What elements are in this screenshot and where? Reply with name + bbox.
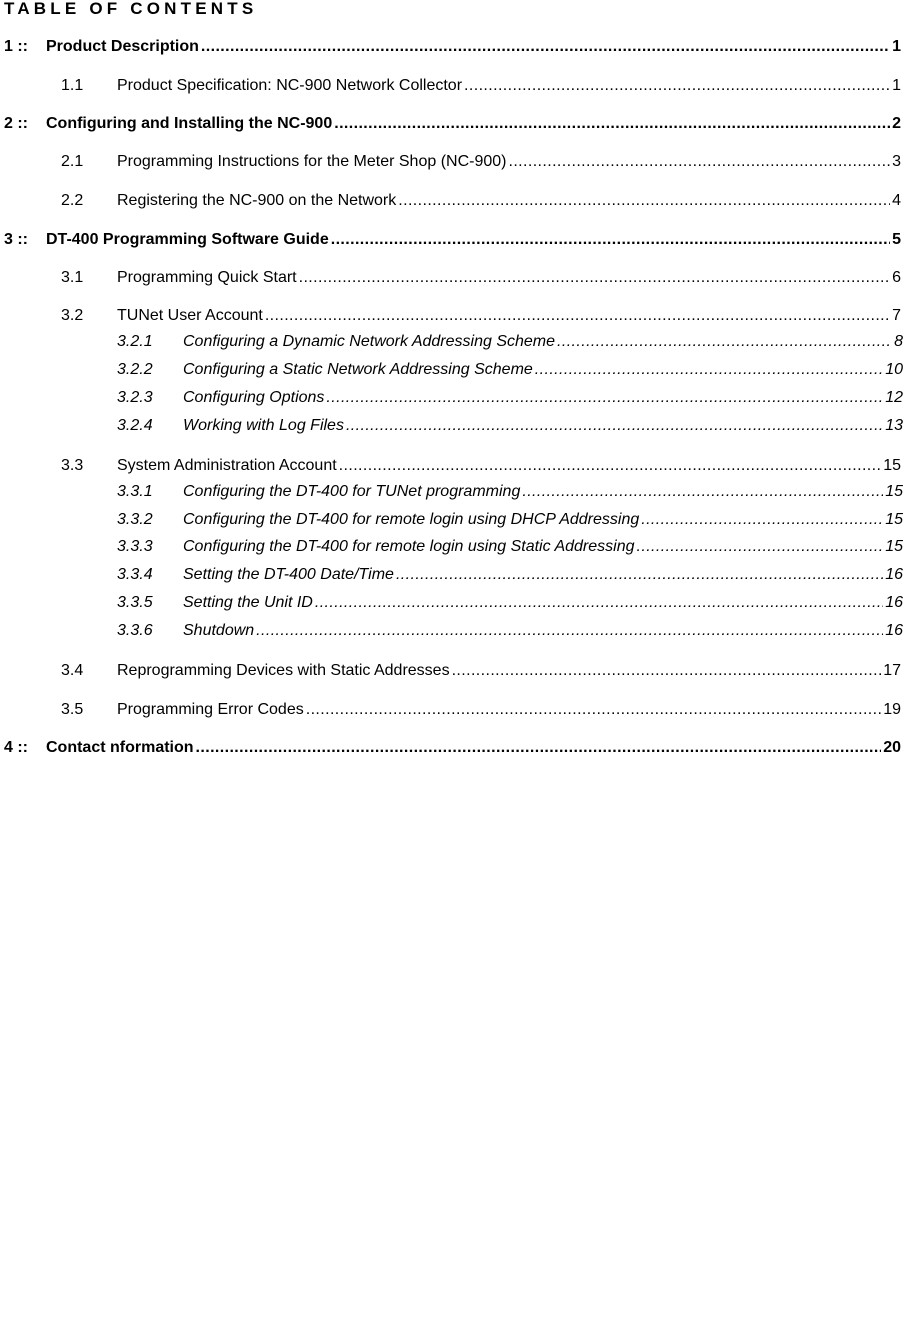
toc-entry-number: 2.2 xyxy=(61,192,84,209)
toc-entry-title: Programming Error Codes xyxy=(117,701,304,718)
toc-entry-page: 7 xyxy=(892,307,901,324)
toc-entry-page: 2 xyxy=(892,115,901,132)
toc-entry-title: Configuring Options xyxy=(183,389,325,406)
toc-entry-number: 3.3.3 xyxy=(117,538,153,555)
toc-entry-number: 2 :: xyxy=(4,115,28,132)
dot-leader xyxy=(299,269,890,287)
toc-entry-page: 12 xyxy=(885,389,903,406)
toc-entry-title: Programming Quick Start xyxy=(117,269,297,286)
toc-entry-title: Product Description xyxy=(46,38,199,55)
toc-entry-number: 3.3.2 xyxy=(117,511,153,528)
toc-entry-title: Contact nformation xyxy=(46,739,194,756)
dot-leader xyxy=(522,483,883,501)
toc-entry-number: 3.2.1 xyxy=(117,333,153,350)
toc-entry-4[interactable] xyxy=(4,739,901,757)
toc-entry-title: Configuring the DT-400 for TUNet programming xyxy=(183,483,521,500)
toc-entry-title: Reprogramming Devices with Static Addresses xyxy=(117,662,450,679)
toc-entry-page: 6 xyxy=(892,269,901,286)
toc-entry-number: 4 :: xyxy=(4,739,28,756)
toc-entry-3-2-1[interactable] xyxy=(117,333,903,351)
toc-entry-page: 13 xyxy=(885,417,903,434)
toc-entry-page: 16 xyxy=(885,566,903,583)
toc-entry-page: 15 xyxy=(885,538,903,555)
toc-entry-page: 15 xyxy=(883,457,901,474)
dot-leader xyxy=(641,511,883,529)
dot-leader xyxy=(346,417,883,435)
toc-entry-number: 3.2 xyxy=(61,307,84,324)
toc-entry-3-3-5[interactable] xyxy=(117,594,903,612)
toc-entry-number: 3.3.1 xyxy=(117,483,153,500)
toc-entry-2-2[interactable] xyxy=(61,192,901,210)
toc-entry-page: 15 xyxy=(885,511,903,528)
toc-entry-number: 1 :: xyxy=(4,38,28,55)
toc-entry-2[interactable] xyxy=(4,115,901,133)
toc-entry-3-2-2[interactable] xyxy=(117,361,903,379)
dot-leader xyxy=(452,662,882,680)
toc-entry-title: TUNet User Account xyxy=(117,307,263,324)
toc-entry-page: 15 xyxy=(885,483,903,500)
dot-leader xyxy=(508,153,890,171)
toc-entry-number: 3.2.3 xyxy=(117,389,153,406)
toc-entry-number: 3.2.4 xyxy=(117,417,153,434)
toc-entry-page: 5 xyxy=(892,231,901,248)
toc-entry-title: Product Specification: NC-900 Network Collector xyxy=(117,77,463,94)
dot-leader xyxy=(331,231,890,249)
dot-leader xyxy=(315,594,883,612)
toc-entry-number: 3.1 xyxy=(61,269,84,286)
toc-entry-title: Programming Instructions for the Meter Shop (NC-900) xyxy=(117,153,507,170)
dot-leader xyxy=(334,115,890,133)
dot-leader xyxy=(396,566,883,584)
toc-entry-number: 3.2.2 xyxy=(117,361,153,378)
toc-entry-number: 3.3.4 xyxy=(117,566,153,583)
toc-entry-1-1[interactable] xyxy=(61,77,901,95)
toc-entry-3-3-4[interactable] xyxy=(117,566,903,584)
toc-entry-title: System Administration Account xyxy=(117,457,337,474)
dot-leader xyxy=(535,361,883,379)
dot-leader xyxy=(339,457,882,475)
dot-leader xyxy=(326,389,883,407)
toc-heading: TABLE OF CONTENTS xyxy=(4,0,258,18)
toc-entry-number: 3.4 xyxy=(61,662,84,679)
toc-entry-3-4[interactable] xyxy=(61,662,901,680)
toc-entry-number: 3.3 xyxy=(61,457,84,474)
toc-entry-3-2-4[interactable] xyxy=(117,417,903,435)
dot-leader xyxy=(256,622,883,640)
toc-entry-number: 3 :: xyxy=(4,231,28,248)
dot-leader xyxy=(265,307,890,325)
toc-entry-number: 1.1 xyxy=(61,77,84,94)
toc-entry-number: 3.5 xyxy=(61,701,84,718)
toc-entry-page: 1 xyxy=(892,38,901,55)
toc-entry-title: Registering the NC-900 on the Network xyxy=(117,192,397,209)
dot-leader xyxy=(637,538,884,556)
toc-entry-2-1[interactable] xyxy=(61,153,901,171)
toc-entry-page: 19 xyxy=(883,701,901,718)
toc-entry-3-5[interactable] xyxy=(61,701,901,719)
toc-entry-title: Configuring the DT-400 for remote login using DHCP Addressing xyxy=(183,511,640,528)
dot-leader xyxy=(557,333,892,351)
toc-entry-page: 20 xyxy=(883,739,901,756)
toc-entry-number: 3.3.6 xyxy=(117,622,153,639)
toc-entry-title: Configuring a Static Network Addressing Scheme xyxy=(183,361,533,378)
toc-entry-3-3[interactable] xyxy=(61,457,901,475)
toc-entry-3-3-1[interactable] xyxy=(117,483,903,501)
toc-entry-page: 16 xyxy=(885,622,903,639)
toc-entry-page: 17 xyxy=(883,662,901,679)
toc-entry-page: 3 xyxy=(892,153,901,170)
toc-entry-title: Setting the DT-400 Date/Time xyxy=(183,566,394,583)
toc-entry-3-3-2[interactable] xyxy=(117,511,903,529)
toc-entry-title: Working with Log Files xyxy=(183,417,344,434)
toc-entry-3-3-3[interactable] xyxy=(117,538,903,556)
toc-entry-title: Configuring the DT-400 for remote login using Static Addressing xyxy=(183,538,635,555)
toc-entry-title: Configuring and Installing the NC-900 xyxy=(46,115,333,132)
toc-entry-3[interactable] xyxy=(4,231,901,249)
dot-leader xyxy=(398,192,890,210)
toc-entry-title: Setting the Unit ID xyxy=(183,594,313,611)
toc-entry-1[interactable] xyxy=(4,38,901,56)
toc-entry-3-2[interactable] xyxy=(61,307,901,325)
toc-entry-page: 10 xyxy=(885,361,903,378)
toc-entry-number: 3.3.5 xyxy=(117,594,153,611)
toc-entry-title: Shutdown xyxy=(183,622,255,639)
toc-entry-title: Configuring a Dynamic Network Addressing Scheme xyxy=(183,333,556,350)
toc-entry-3-1[interactable] xyxy=(61,269,901,287)
toc-entry-number: 2.1 xyxy=(61,153,84,170)
toc-entry-page: 1 xyxy=(892,77,901,94)
toc-entry-3-2-3[interactable] xyxy=(117,389,903,407)
dot-leader xyxy=(196,739,882,757)
toc-entry-page: 4 xyxy=(892,192,901,209)
dot-leader xyxy=(464,77,890,95)
toc-entry-3-3-6[interactable] xyxy=(117,622,903,640)
toc-entry-page: 16 xyxy=(885,594,903,611)
toc-entry-title: DT-400 Programming Software Guide xyxy=(46,231,329,248)
dot-leader xyxy=(201,38,890,56)
dot-leader xyxy=(306,701,881,719)
toc-entry-page: 8 xyxy=(894,333,903,350)
